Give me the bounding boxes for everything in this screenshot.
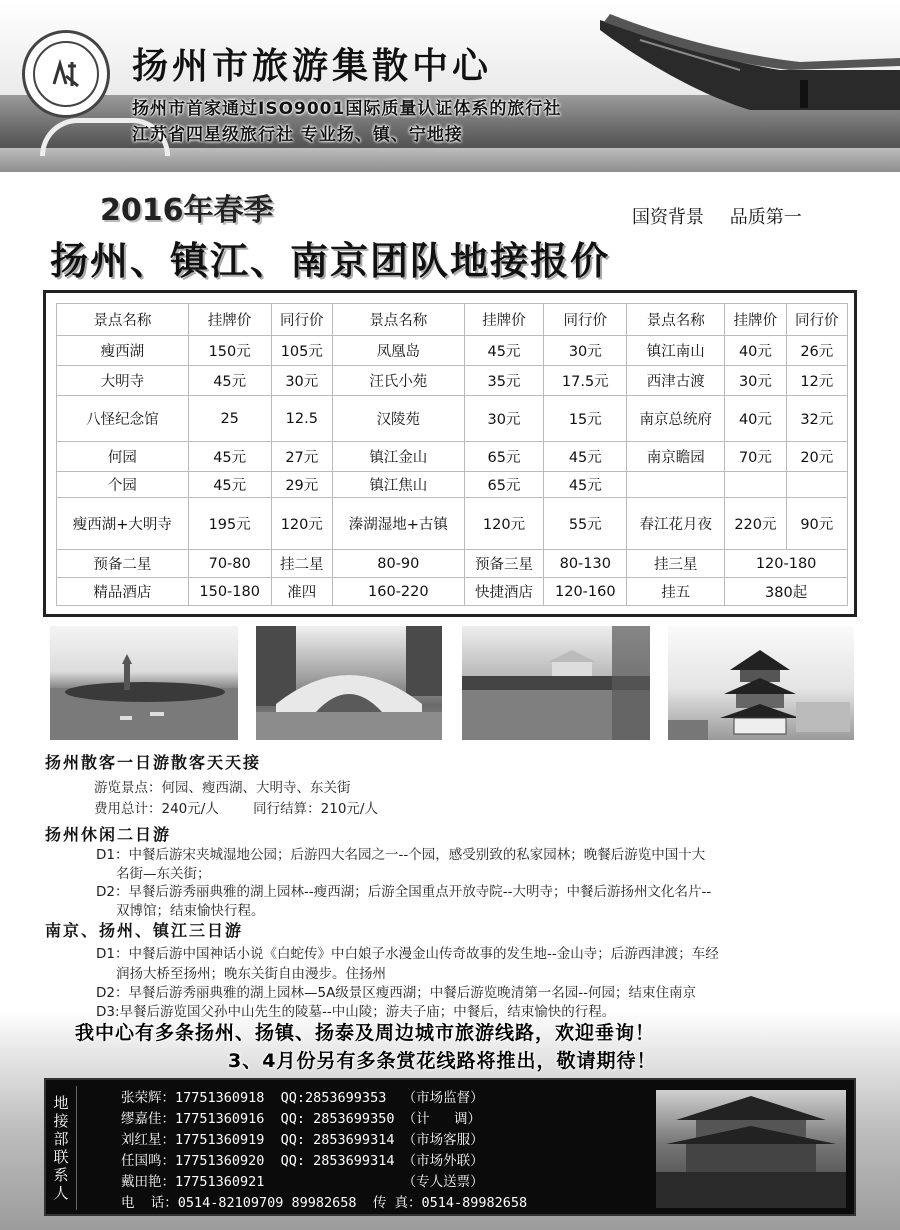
two-day-d1-cont: 名街—东关街； [116,866,211,882]
rating-text: 江苏省四星级旅行社 专业扬、镇、宁地接 [132,125,463,145]
lake-pavilion-image [462,626,650,740]
table-cell: 镇江焦山 [332,472,464,498]
two-day-d2: D2：早餐后游秀丽典雅的湖上园林--瘦西湖；后游全国重点开放寺院--大明寺；中餐后游扬州文化名片-- [96,884,712,900]
table-cell: 40元 [725,336,786,366]
table-cell: 30元 [725,366,786,396]
certification-text: 扬州市首家通过ISO9001国际质量认证体系的旅行社 [132,99,562,119]
photo-lake-pagoda [50,626,238,740]
three-day-d1: D1：中餐后游中国神话小说《白蛇传》中白娘子水漫金山传奇故事的发生地--金山寺；后游西津渡；车经 [96,946,719,962]
logo-mark-icon [46,54,86,94]
pavilion-corridor-image [656,1090,846,1208]
table-header-cell: 景点名称 [332,304,464,336]
two-day-tour-title: 扬州休闲二日游 [45,825,172,844]
table-cell: 预备二星 [57,550,189,578]
table-cell: 55元 [544,498,627,550]
table-cell: 160-220 [332,578,464,606]
hotel-row [57,550,848,578]
contact-line: 任国鸣：17751360920 QQ: 2853699314 （市场外联） [121,1153,484,1169]
table-row [57,472,848,498]
table-cell: 12.5 [271,396,332,442]
slogan: 国资背景 品质第一 [632,207,802,228]
three-day-d2: D2：早餐后游秀丽典雅的湖上园林—5A级景区瘦西湖；中餐后游览晚清第一名园--何园；结束住南京 [96,985,697,1001]
photo-ancient-pavilion [656,1090,846,1208]
table-row [57,442,848,472]
contact-divider [76,1086,77,1210]
table-cell [627,472,725,498]
table-cell: 汪氏小苑 [332,366,464,396]
arch-bridge-image [256,626,442,740]
table-cell: 45元 [188,442,271,472]
three-day-d3: D3:早餐后游览国父孙中山先生的陵墓--中山陵；游夫子庙；中餐后，结束愉快的行程。 [96,1004,616,1020]
table-cell: 准四 [271,578,332,606]
hotel-row [57,578,848,606]
table-cell [725,472,786,498]
contact-line: 张荣辉：17751360918 QQ:2853699353 （市场监督） [121,1090,484,1106]
table-cell: 65元 [464,442,544,472]
table-cell: 120-180 [725,550,848,578]
table-row [57,336,848,366]
one-day-price: 费用总计：240元/人 同行结算：210元/人 [94,801,378,817]
table-cell: 45元 [464,336,544,366]
table-cell: 105元 [271,336,332,366]
table-cell: 26元 [786,336,847,366]
company-name: 扬州市旅游集散中心 [132,46,493,87]
table-cell: 120-160 [544,578,627,606]
table-cell: 12元 [786,366,847,396]
table-header-cell: 景点名称 [57,304,189,336]
table-cell: 80-90 [332,550,464,578]
table-cell: 瘦西湖+大明寺 [57,498,189,550]
table-row [57,498,848,550]
table-cell: 25 [188,396,271,442]
table-cell: 35元 [464,366,544,396]
table-row [57,396,848,442]
table-cell: 29元 [271,472,332,498]
contact-line: 戴田艳：17751360921 （专人送票） [121,1174,484,1190]
table-cell: 380起 [725,578,848,606]
table-cell: 挂二星 [271,550,332,578]
table-cell: 快捷酒店 [464,578,544,606]
contact-line: 刘红星：17751360919 QQ: 2853699314 （市场客服） [121,1132,484,1148]
table-cell: 30元 [271,366,332,396]
table-header-cell: 挂牌价 [725,304,786,336]
table-cell: 预备三星 [464,550,544,578]
table-cell: 45元 [188,366,271,396]
contact-label: 地接部联系人 [53,1094,69,1202]
table-cell: 镇江金山 [332,442,464,472]
table-row [57,366,848,396]
photo-five-pavilion-bridge [256,626,442,740]
contact-box [44,1078,856,1216]
table-cell: 45元 [188,472,271,498]
table-cell: 南京瞻园 [627,442,725,472]
table-cell: 120元 [464,498,544,550]
table-cell: 30元 [464,396,544,442]
table-cell: 挂三星 [627,550,725,578]
one-day-sights: 游览景点：何园、瘦西湖、大明寺、东关街 [94,780,351,796]
table-cell: 溱湖湿地+古镇 [332,498,464,550]
table-header-cell: 同行价 [271,304,332,336]
table-cell: 南京总统府 [627,396,725,442]
table-cell: 西津古渡 [627,366,725,396]
promo-flower-routes: 3、4月份另有多条赏花线路将推出，敬请期待！ [228,1050,657,1072]
table-header-cell: 挂牌价 [464,304,544,336]
photo-lake-pavilion [462,626,650,740]
price-table [56,303,848,606]
table-cell: 个园 [57,472,189,498]
table-cell: 镇江南山 [627,336,725,366]
table-cell: 70元 [725,442,786,472]
season-title: 2016年春季 [100,193,274,228]
table-cell: 65元 [464,472,544,498]
one-day-tour-title: 扬州散客一日游散客天天接 [45,753,262,772]
table-header-row [57,304,848,336]
price-table-box [43,290,857,617]
table-cell: 春江花月夜 [627,498,725,550]
table-cell: 150-180 [188,578,271,606]
photo-temple-tower [668,626,854,740]
phone-fax-line: 电 话：0514-82109709 89982658 传 真：0514-89982658 [121,1195,528,1211]
table-cell: 195元 [188,498,271,550]
promo-routes: 我中心有多条扬州、扬镇、扬泰及周边城市旅游线路，欢迎垂询！ [75,1022,656,1044]
table-cell: 挂五 [627,578,725,606]
table-cell: 80-130 [544,550,627,578]
table-cell: 17.5元 [544,366,627,396]
table-cell: 15元 [544,396,627,442]
table-cell: 90元 [786,498,847,550]
table-cell: 150元 [188,336,271,366]
logo-emblem [33,41,99,107]
table-cell: 汉陵苑 [332,396,464,442]
two-day-d2-cont: 双博馆；结束愉快行程。 [116,903,265,919]
three-day-tour-title: 南京、扬州、镇江三日游 [45,921,244,940]
table-header-cell: 同行价 [544,304,627,336]
table-cell [786,472,847,498]
table-cell: 精品酒店 [57,578,189,606]
table-header-cell: 景点名称 [627,304,725,336]
temple-tower-image [668,626,854,740]
table-cell: 40元 [725,396,786,442]
table-cell: 70-80 [188,550,271,578]
contact-line: 缪嘉佳：17751360916 QQ: 2853699350 （计 调） [121,1111,481,1127]
table-cell: 30元 [544,336,627,366]
table-cell: 220元 [725,498,786,550]
table-cell: 大明寺 [57,366,189,396]
main-title: 扬州、镇江、南京团队地接报价 [50,239,611,283]
table-cell: 20元 [786,442,847,472]
table-cell: 27元 [271,442,332,472]
table-cell: 45元 [544,442,627,472]
three-day-d1-cont: 润扬大桥至扬州；晚东关街自由漫步。住扬州 [116,966,386,982]
table-cell: 45元 [544,472,627,498]
header-banner [0,0,900,172]
table-cell: 八怪纪念馆 [57,396,189,442]
table-cell: 120元 [271,498,332,550]
two-day-d1: D1：中餐后游宋夹城湿地公园；后游四大名园之一--个园，感受别致的私家园林；晚餐后游览中国十大 [96,847,706,863]
pagoda-island-image [50,626,238,740]
table-header-cell: 同行价 [786,304,847,336]
company-logo [22,30,110,118]
table-cell: 32元 [786,396,847,442]
table-header-cell: 挂牌价 [188,304,271,336]
table-cell: 何园 [57,442,189,472]
pavilion-roof-illustration [600,0,900,110]
table-cell: 瘦西湖 [57,336,189,366]
table-cell: 凤凰岛 [332,336,464,366]
